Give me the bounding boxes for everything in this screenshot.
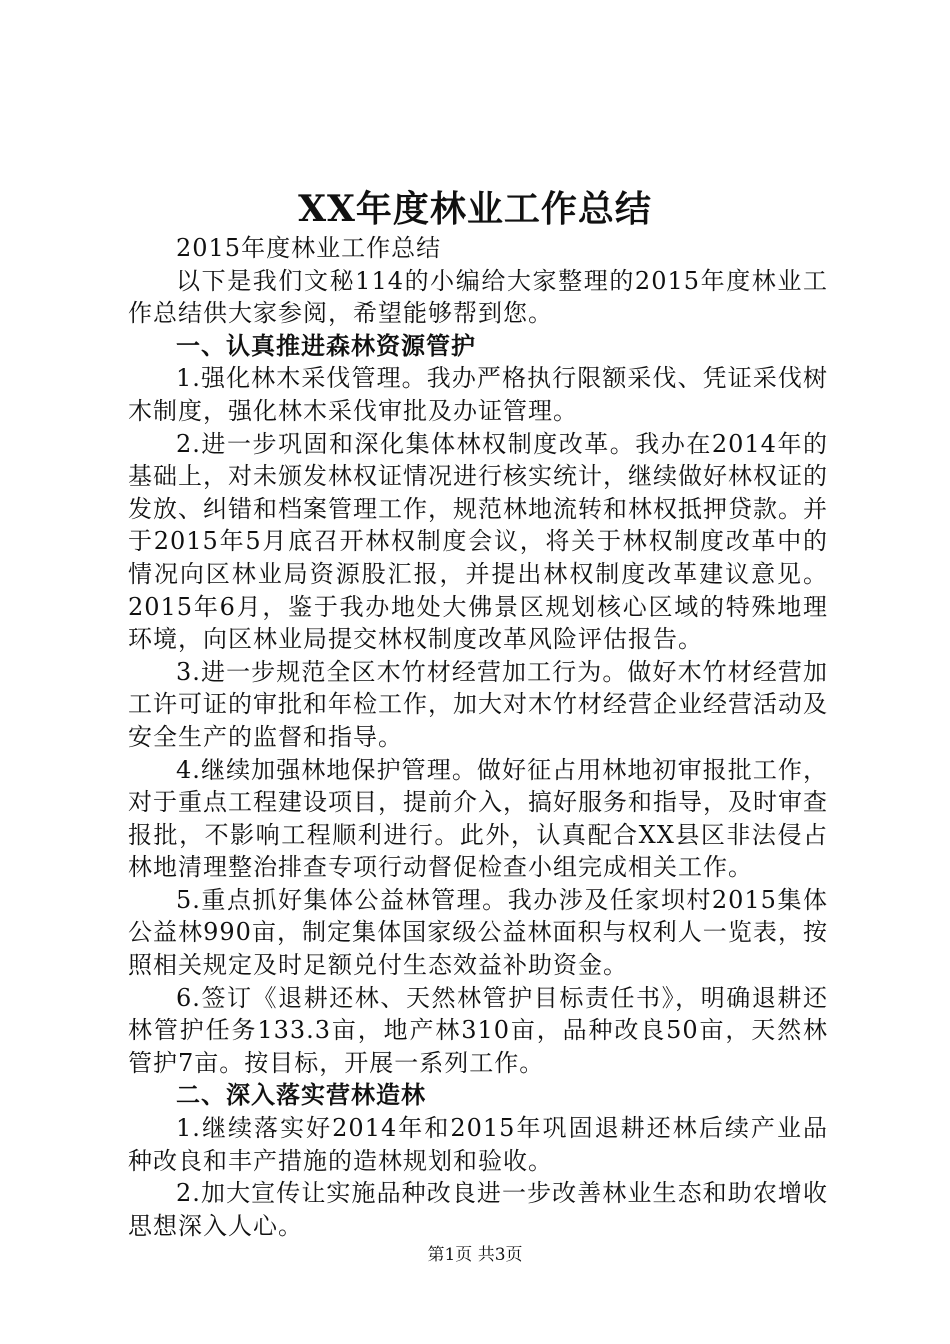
paragraph: 1.强化林木采伐管理。我办严格执行限额采伐、凭证采伐树木制度，强化林木采伐审批及办证管理。 bbox=[128, 364, 828, 425]
paragraph: 3.进一步规范全区木竹材经营加工行为。做好木竹材经营加工许可证的审批和年检工作，加大对木竹材经营企业经营活动及安全生产的监督和指导。 bbox=[128, 657, 828, 751]
paragraph: 1.继续落实好2014年和2015年巩固退耕还林后续产业品种改良和丰产措施的造林规划和验收。 bbox=[128, 1114, 828, 1175]
paragraph: 4.继续加强林地保护管理。做好征占用林地初审报批工作，对于重点工程建设项目，提前介入，搞好服务和指导，及时审查报批，不影响工程顺利进行。此外，认真配合XX县区非法侵占林地清理整治排查专项行动督促检查小组完成相关工作。 bbox=[128, 755, 828, 882]
document-title: XX年度林业工作总结 bbox=[298, 188, 652, 230]
paragraph: 2015年度林业工作总结 bbox=[176, 234, 442, 262]
paragraph: 2.进一步巩固和深化集体林权制度改革。我办在2014年的基础上，对未颁发林权证情况进行核实统计，继续做好林权证的发放、纠错和档案管理工作，规范林地流转和林权抵押贷款。并于2015年5月底召开林权制度会议，将关于林权制度改革中的情况向区林业局资源股汇报，并提出林权制度改革建议意见。2015年6月，鉴于我办地处大佛景区规划核心区域的特殊地理环境，向区林业局提交林权制度改革风险评估报告。 bbox=[128, 429, 828, 654]
paragraph: 6.签订《退耕还林、天然林管护目标责任书》，明确退耕还林管护任务133.3亩，地产林310亩，品种改良50亩，天然林管护7亩。按目标，开展一系列工作。 bbox=[128, 983, 828, 1077]
section-heading: 一、认真推进森林资源管护 bbox=[176, 330, 476, 360]
paragraph: 2.加大宣传让实施品种改良进一步改善林业生态和助农增收思想深入人心。 bbox=[128, 1179, 828, 1240]
paragraph: 5.重点抓好集体公益林管理。我办涉及任家坝村2015集体公益林990亩，制定集体国家级公益林面积与权利人一览表，按照相关规定及时足额兑付生态效益补助资金。 bbox=[128, 885, 828, 980]
page-footer: 第1页 共3页 bbox=[427, 1245, 523, 1265]
section-heading: 二、深入落实营林造林 bbox=[176, 1080, 426, 1110]
paragraph: 以下是我们文秘114的小编给大家整理的2015年度林业工作总结供大家参阅，希望能够帮到您。 bbox=[128, 266, 828, 328]
document-body bbox=[128, 232, 828, 1242]
